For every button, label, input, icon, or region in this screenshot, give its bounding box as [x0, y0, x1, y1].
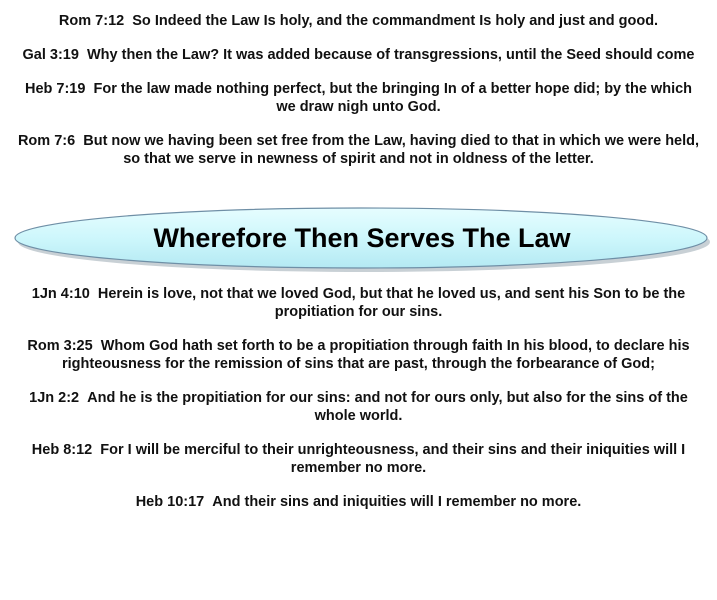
verses-bottom-section — [14, 285, 703, 527]
verse-heb-7-19 — [14, 80, 703, 116]
verse-ref: Gal 3:19 — [22, 47, 79, 63]
verse-text: And he is the propitiation for our sins: and not for ours only, but also for the sins of the whole world. — [87, 390, 688, 424]
verse-ref: Rom 3:25 — [27, 338, 93, 354]
verse-ref: Heb 7:19 — [24, 81, 86, 97]
verse-ref: Rom 7:12 — [58, 13, 125, 29]
verse-rom-7-6 — [14, 132, 703, 168]
verse-ref: Heb 8:12 — [31, 442, 93, 458]
verse-text: So Indeed the Law Is holy, and the commandment Is holy and just and good. — [132, 13, 659, 29]
verse-text: For I will be merciful to their unrighteousness, and their sins and their iniquities will I remember no more. — [100, 442, 686, 476]
verse-rom-7-12 — [14, 12, 703, 30]
verse-text: Why then the Law? It was added because of transgressions, until the Seed should come — [86, 47, 695, 63]
verse-heb-10-17 — [14, 493, 703, 511]
page-title: Wherefore Then Serves The Law — [153, 222, 571, 253]
title-banner — [12, 205, 712, 275]
verse-text: And their sins and iniquities will I remember no more. — [212, 494, 582, 510]
verse-text: But now we having been set free from the Law, having died to that in which we were held, so that we serve in newness of spirit and not in oldness of the letter. — [83, 133, 700, 167]
verse-text: Whom God hath set forth to be a propitiation through faith In his blood, to declare his righteousness for the remission of sins that are past, through the forbearance of God; — [62, 338, 690, 372]
verse-text: Herein is love, not that we loved God, but that he loved us, and sent his Son to be the propitiation for our sins. — [97, 286, 686, 320]
verse-rom-3-25 — [14, 337, 703, 373]
verse-ref: Rom 7:6 — [17, 133, 76, 149]
verse-heb-8-12 — [14, 441, 703, 477]
verse-ref: 1Jn 4:10 — [31, 286, 90, 302]
verse-text: For the law made nothing perfect, but the bringing In of a better hope did; by the which we draw nigh unto God. — [93, 81, 693, 115]
verses-top-section — [14, 12, 703, 184]
verse-ref: Heb 10:17 — [135, 494, 205, 510]
verse-ref: 1Jn 2:2 — [29, 390, 80, 406]
verse-1jn-4-10 — [14, 285, 703, 321]
verse-gal-3-19 — [14, 46, 703, 64]
verse-1jn-2-2 — [14, 389, 703, 425]
